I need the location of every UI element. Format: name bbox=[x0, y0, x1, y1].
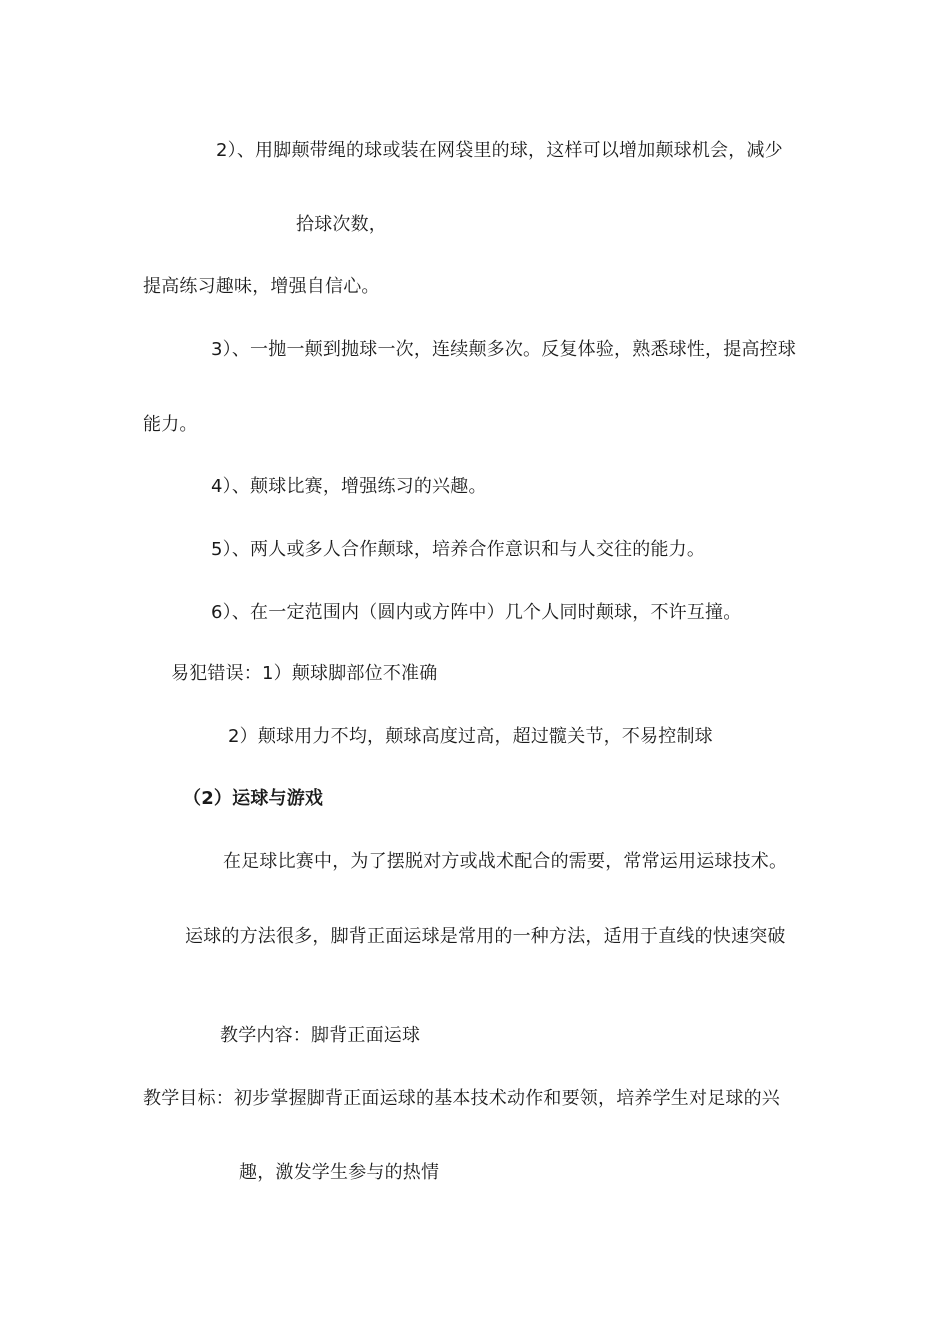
text-line: 运球的方法很多，脚背正面运球是常用的一种方法，适用于直线的快速突破 bbox=[185, 926, 786, 947]
section-heading: （2）运球与游戏 bbox=[183, 788, 324, 809]
text-line: 2）、用脚颠带绳的球或装在网袋里的球，这样可以增加颠球机会，减少 bbox=[216, 140, 783, 161]
text-line: 2）颠球用力不均，颠球高度过高，超过髋关节，不易控制球 bbox=[228, 726, 713, 747]
text-line: 能力。 bbox=[143, 414, 198, 435]
text-line: 教学目标：初步掌握脚背正面运球的基本技术动作和要领，培养学生对足球的兴 bbox=[143, 1088, 780, 1109]
text-line: 拾球次数， bbox=[296, 214, 387, 235]
text-line: 4）、颠球比赛，增强练习的兴趣。 bbox=[211, 476, 487, 497]
text-line: 趣，激发学生参与的热情 bbox=[239, 1162, 440, 1183]
text-line: 3）、一抛一颠到抛球一次，连续颠多次。反复体验，熟悉球性，提高控球 bbox=[211, 339, 797, 360]
text-line: 在足球比赛中，为了摆脱对方或战术配合的需要，常常运用运球技术。 bbox=[223, 851, 788, 872]
text-line: 6）、在一定范围内（圆内或方阵中）几个人同时颠球，不许互撞。 bbox=[211, 602, 742, 623]
text-line: 5）、两人或多人合作颠球，培养合作意识和与人交往的能力。 bbox=[211, 539, 706, 560]
text-line: 易犯错误：1）颠球脚部位不准确 bbox=[171, 663, 438, 684]
text-line: 教学内容：脚背正面运球 bbox=[220, 1025, 421, 1046]
text-line: 提高练习趣味，增强自信心。 bbox=[143, 276, 380, 297]
